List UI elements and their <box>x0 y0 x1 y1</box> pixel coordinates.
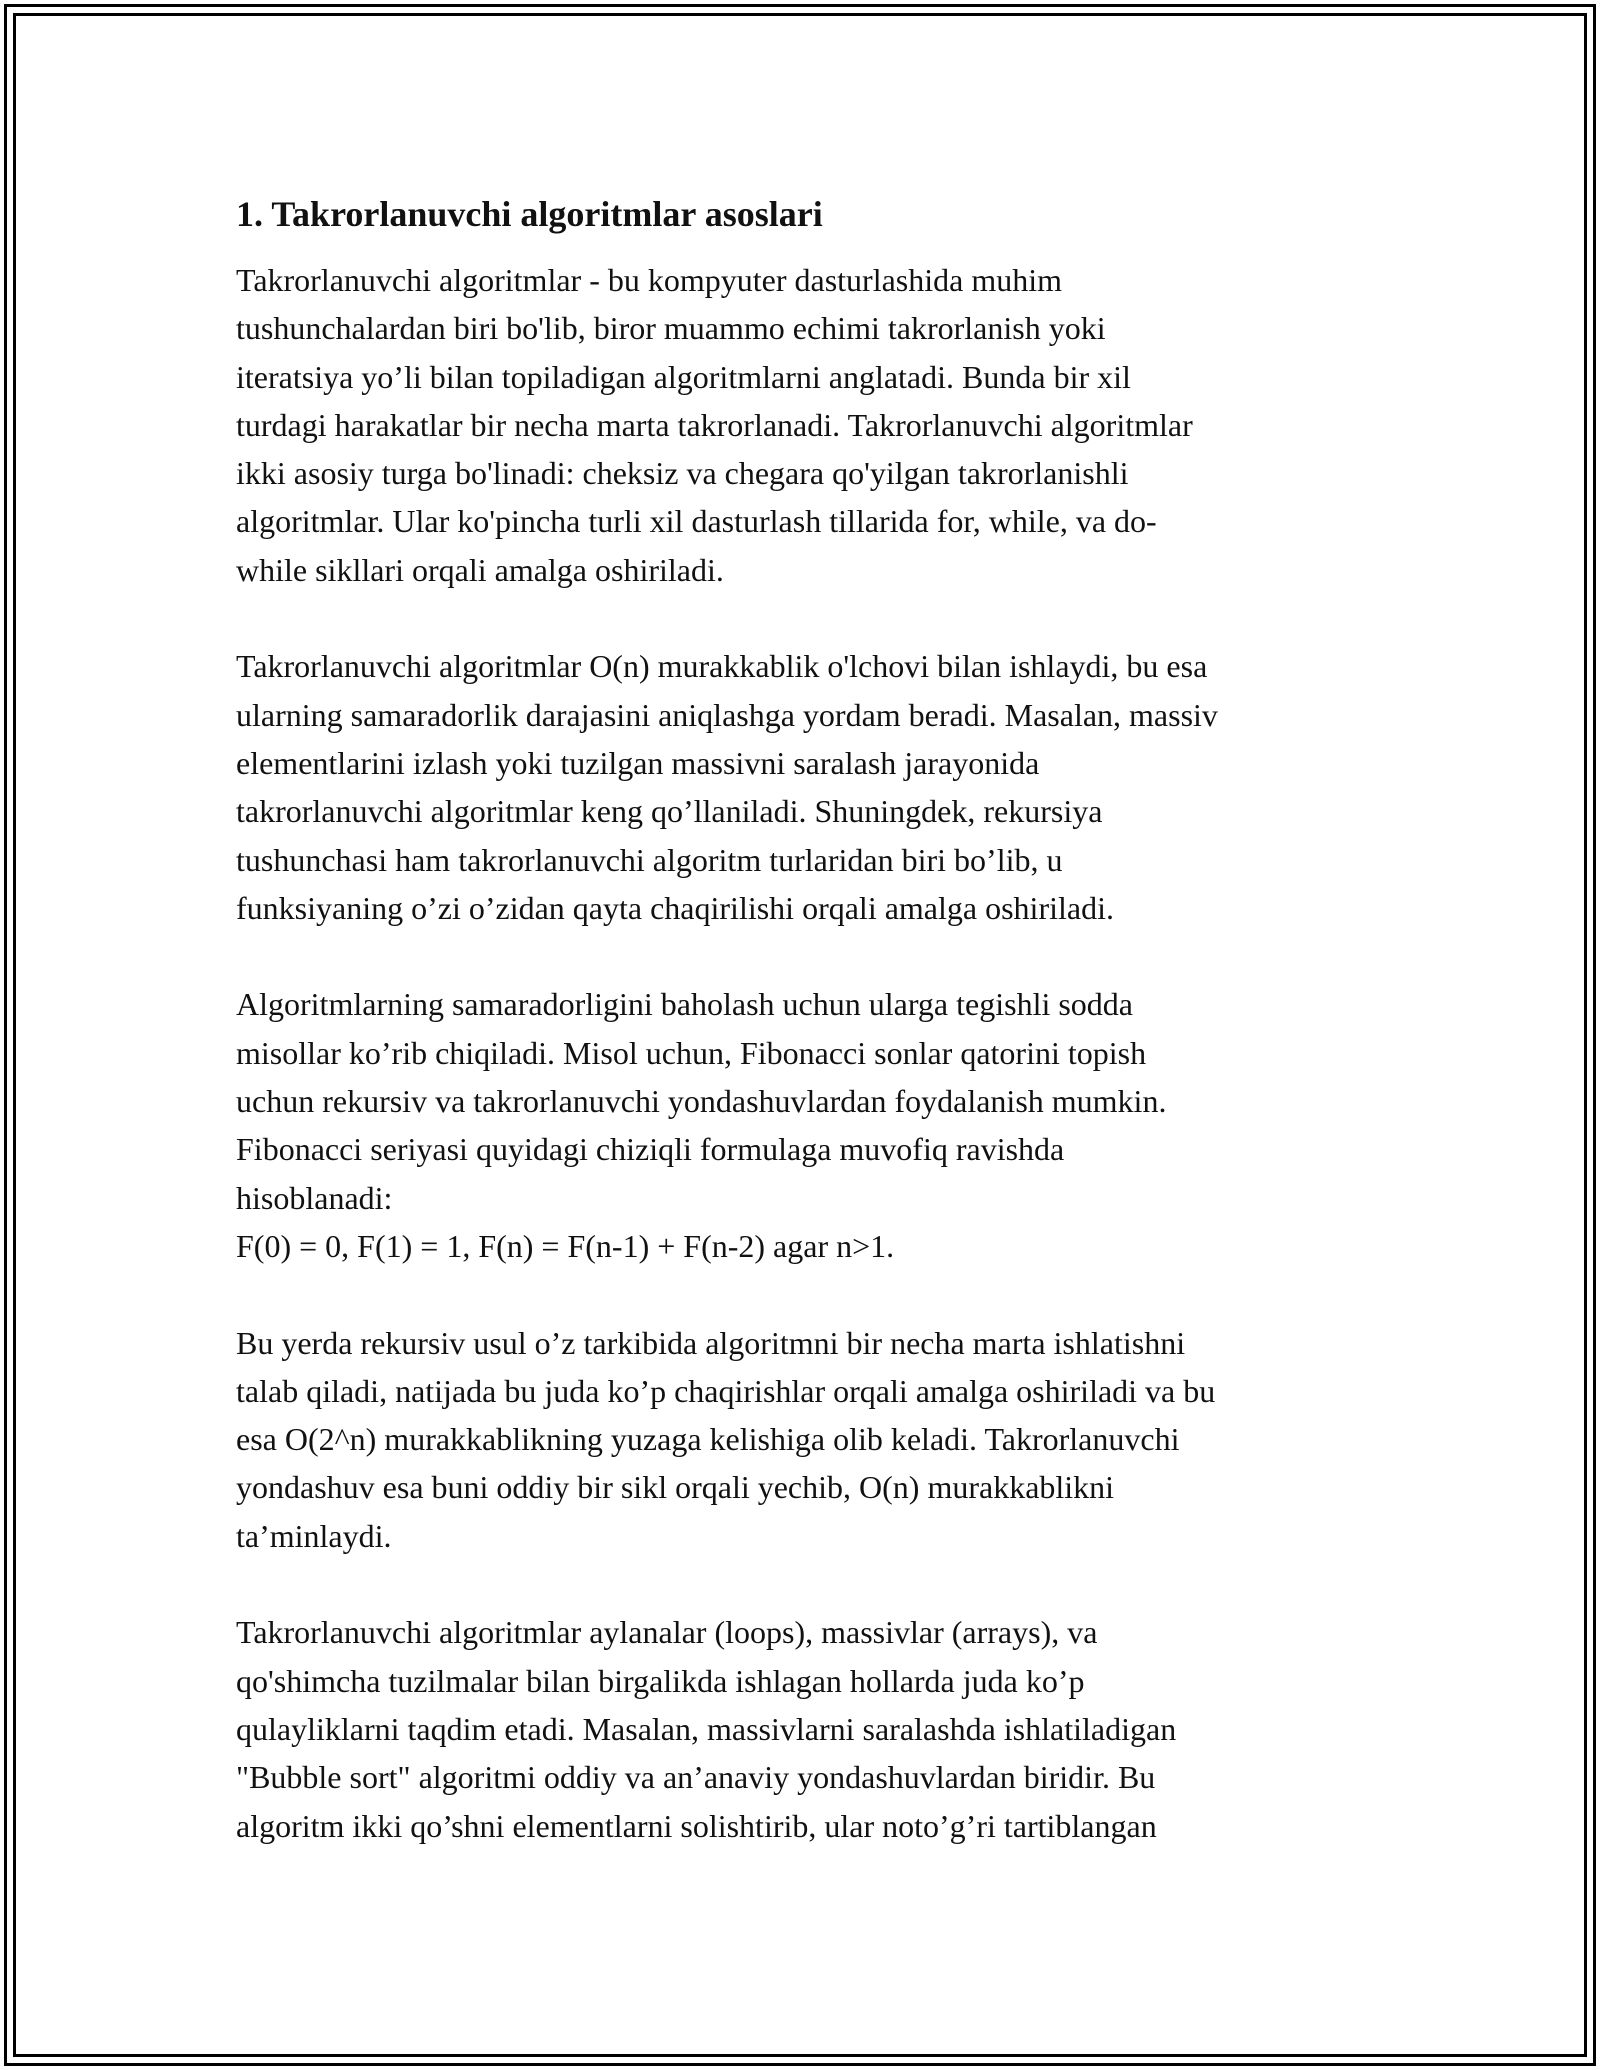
text-line: funksiyaning o’zi o’zidan qayta chaqirilishi orqali amalga oshiriladi. <box>236 889 1114 926</box>
paragraph-2 <box>236 642 1366 932</box>
text-line: iteratsiya yo’li bilan topiladigan algoritmlarni anglatadi. Bunda bir xil <box>236 358 1131 395</box>
paragraph-3 <box>236 980 1366 1270</box>
formula-line: F(0) = 0, F(1) = 1, F(n) = F(n-1) + F(n-2) agar n>1. <box>236 1227 895 1264</box>
text-line: uchun rekursiv va takrorlanuvchi yondashuvlardan foydalanish mumkin. <box>236 1083 1167 1120</box>
text-line: ta’minlaydi. <box>236 1517 392 1554</box>
text-line: ikki asosiy turga bo'linadi: cheksiz va chegara qo'yilgan takrorlanishli <box>236 455 1129 492</box>
text-line: Fibonacci seriyasi quyidagi chiziqli formulaga muvofiq ravishda <box>236 1131 1065 1168</box>
text-line: Algoritmlarning samaradorligini baholash uchun ularga tegishli sodda <box>236 986 1133 1023</box>
document-body <box>236 186 1366 1898</box>
text-line: tushunchalardan biri bo'lib, biror muammo echimi takrorlanish yoki <box>236 310 1106 347</box>
text-line: turdagi harakatlar bir necha marta takrorlanadi. Takrorlanuvchi algoritmlar <box>236 406 1193 443</box>
text-line: algoritm ikki qo’shni elementlarni solishtirib, ular noto’g’ri tartiblangan <box>236 1807 1157 1844</box>
text-line: algoritmlar. Ular ko'pincha turli xil dasturlash tillarida for, while, va do- <box>236 503 1157 540</box>
text-line: hisoblanadi: <box>236 1179 393 1216</box>
text-line: ularning samaradorlik darajasini aniqlashga yordam beradi. Masalan, massiv <box>236 696 1218 733</box>
text-line: esa O(2^n) murakkablikning yuzaga kelishiga olib keladi. Takrorlanuvchi <box>236 1421 1180 1458</box>
text-line: Bu yerda rekursiv usul o’z tarkibida algoritmni bir necha marta ishlatishni <box>236 1324 1186 1361</box>
text-line: elementlarini izlash yoki tuzilgan massivni saralash jarayonida <box>236 744 1040 781</box>
text-line: takrorlanuvchi algoritmlar keng qo’llaniladi. Shuningdek, rekursiya <box>236 793 1103 830</box>
text-line: Takrorlanuvchi algoritmlar O(n) murakkablik o'lchovi bilan ishlaydi, bu esa <box>236 648 1208 685</box>
paragraph-5 <box>236 1608 1366 1849</box>
text-line: Takrorlanuvchi algoritmlar aylanalar (loops), massivlar (arrays), va <box>236 1614 1098 1651</box>
text-line: talab qiladi, natijada bu juda ko’p chaqirishlar orqali amalga oshiriladi va bu <box>236 1372 1216 1409</box>
text-line: yondashuv esa buni oddiy bir sikl orqali yechib, O(n) murakkablikni <box>236 1469 1115 1506</box>
section-heading: 1. Takrorlanuvchi algoritmlar asoslari <box>236 194 823 234</box>
text-line: tushunchasi ham takrorlanuvchi algoritm turlaridan biri bo’lib, u <box>236 841 1063 878</box>
paragraph-4 <box>236 1319 1366 1560</box>
text-line: qulayliklarni taqdim etadi. Masalan, massivlarni saralashda ishlatiladigan <box>236 1710 1177 1747</box>
text-line: Takrorlanuvchi algoritmlar - bu kompyuter dasturlashida muhim <box>236 262 1062 298</box>
text-line: "Bubble sort" algoritmi oddiy va an’anaviy yondashuvlardan biridir. Bu <box>236 1759 1156 1796</box>
text-line: misollar ko’rib chiqiladi. Misol uchun, Fibonacci sonlar qatorini topish <box>236 1034 1147 1071</box>
text-line: while sikllari orqali amalga oshiriladi. <box>236 551 724 588</box>
paragraph-1 <box>236 256 1366 594</box>
text-line: qo'shimcha tuzilmalar bilan birgalikda ishlagan hollarda juda ko’p <box>236 1662 1085 1699</box>
